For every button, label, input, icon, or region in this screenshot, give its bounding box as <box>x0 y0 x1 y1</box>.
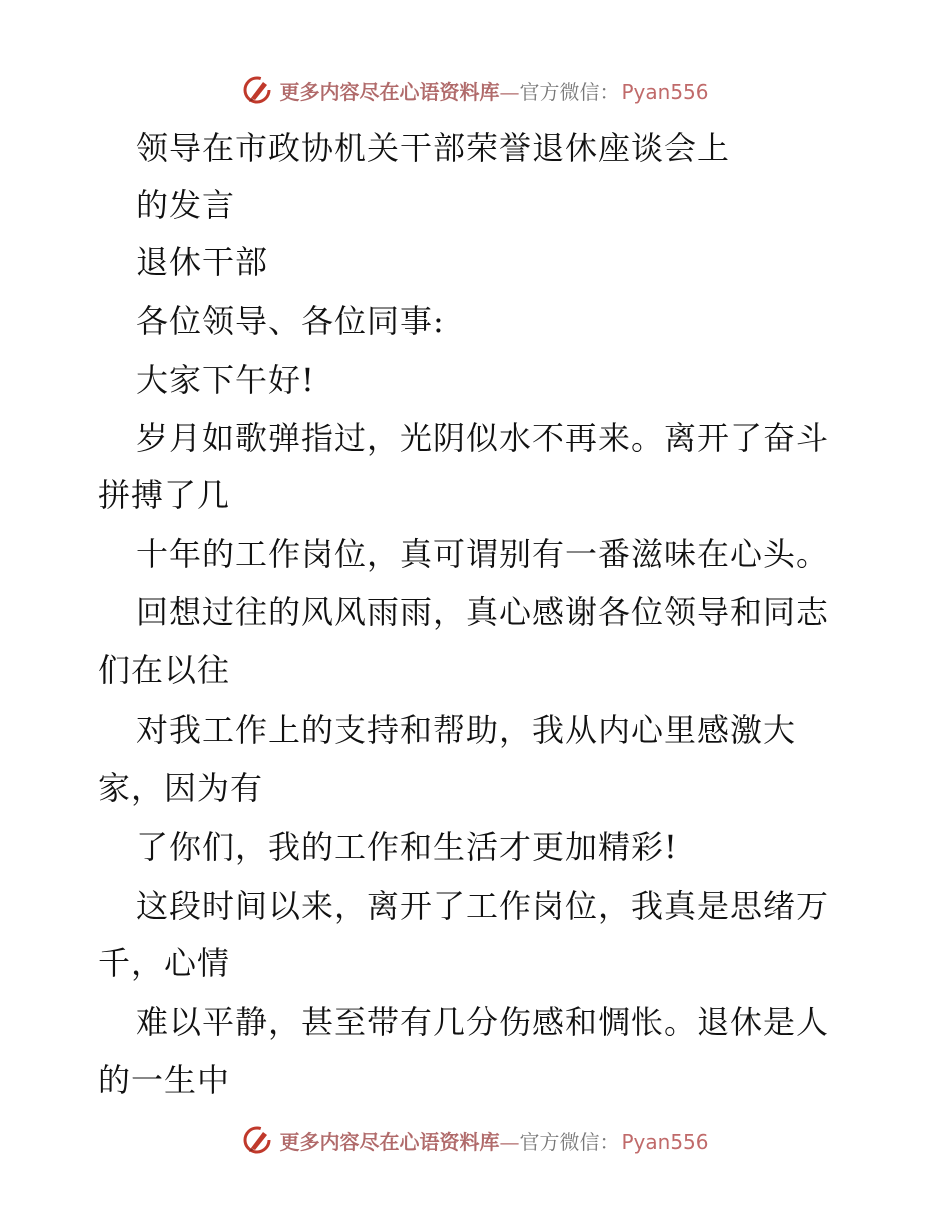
header-wechat-label: 官方微信： <box>519 79 620 104</box>
page-header-banner <box>0 68 950 112</box>
document-paragraph-line: 难以平静，甚至带有几分伤感和惆怅。退休是人 <box>136 1003 830 1041</box>
document-paragraph-line: 拼搏了几 <box>98 476 231 514</box>
document-paragraph-line: 的一生中 <box>98 1061 231 1099</box>
document-greeting: 大家下午好! <box>136 361 315 399</box>
header-dash: — <box>499 79 520 104</box>
document-paragraph-line: 回想过往的风风雨雨，真心感谢各位领导和同志 <box>136 593 830 631</box>
footer-wechat-id: Pyan556 <box>621 1129 709 1154</box>
page-footer-banner <box>0 1118 950 1162</box>
document-title-line-1: 领导在市政协机关干部荣誉退休座谈会上 <box>136 129 731 167</box>
document-salutation: 各位领导、各位同事: <box>136 302 445 340</box>
document-author: 退休干部 <box>136 243 269 281</box>
footer-dash: — <box>499 1129 520 1154</box>
fountain-pen-logo-icon <box>241 74 273 106</box>
document-paragraph-line: 这段时间以来，离开了工作岗位，我真是思绪万 <box>136 887 830 925</box>
document-paragraph-line: 岁月如歌弹指过，光阴似水不再来。离开了奋斗 <box>136 419 830 457</box>
header-promo: 更多内容尽在心语资料库 <box>279 79 500 104</box>
document-paragraph-line: 了你们，我的工作和生活才更加精彩! <box>136 828 678 866</box>
footer-wechat-label: 官方微信： <box>519 1129 620 1154</box>
document-paragraph-line: 们在以往 <box>98 651 231 689</box>
document-paragraph-line: 对我工作上的支持和帮助，我从内心里感激大 <box>136 711 797 749</box>
document-paragraph-line: 千，心情 <box>98 944 231 982</box>
header-promo-text <box>279 76 708 105</box>
footer-promo: 更多内容尽在心语资料库 <box>279 1129 500 1154</box>
footer-promo-text <box>279 1126 708 1155</box>
document-title-line-2: 的发言 <box>136 186 236 224</box>
document-paragraph-line: 家，因为有 <box>98 769 264 807</box>
fountain-pen-logo-icon <box>241 1124 273 1156</box>
document-paragraph-line: 十年的工作岗位，真可谓别有一番滋味在心头。 <box>136 535 830 573</box>
header-wechat-id: Pyan556 <box>621 79 709 104</box>
